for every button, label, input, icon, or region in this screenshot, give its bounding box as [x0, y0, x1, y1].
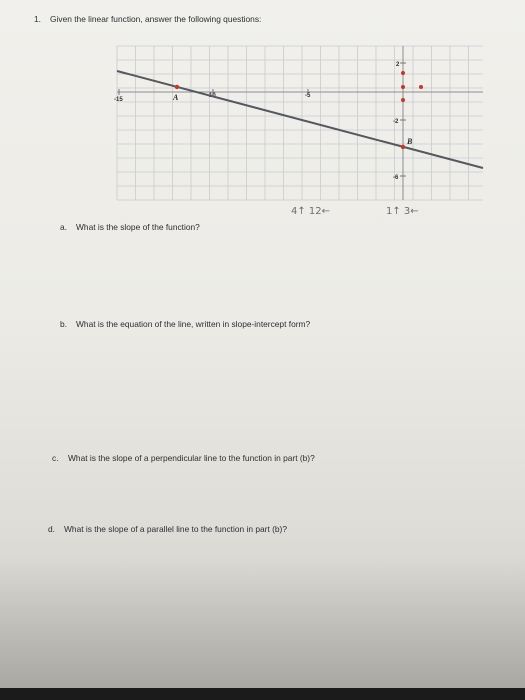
part-text: What is the slope of a parallel line to the function in part (b)?: [64, 524, 287, 534]
part-label: a.: [60, 222, 67, 232]
part-label: b.: [60, 319, 67, 329]
part-label: d.: [48, 524, 55, 534]
question-number: 1.: [34, 14, 41, 24]
coordinate-graph: [0, 0, 525, 230]
handwritten-note: 4↑ 12←: [291, 206, 331, 217]
part-b: [60, 319, 310, 329]
part-d: [48, 524, 287, 534]
y-tick-label: -6: [393, 175, 399, 181]
graph-grid: [117, 46, 483, 200]
photo-edge: [0, 688, 525, 700]
part-text: What is the slope of the function?: [76, 222, 200, 232]
part-label: c.: [52, 453, 59, 463]
plotted-dot: [401, 85, 405, 89]
photo-shadow: [0, 560, 525, 700]
x-tick-label: -5: [305, 93, 311, 99]
function-line: [117, 71, 483, 168]
plotted-dot: [419, 85, 423, 89]
handwritten-note: 1↑ 3←: [386, 206, 419, 217]
plotted-dot: [401, 71, 405, 75]
y-tick-label: 2: [396, 62, 400, 68]
part-text: What is the slope of a perpendicular line to the function in part (b)?: [68, 453, 315, 463]
part-text: What is the equation of the line, written in slope-intercept form?: [76, 319, 311, 329]
part-a: [60, 222, 200, 232]
point-label-a: A: [173, 93, 179, 102]
part-c: [52, 453, 315, 463]
point-a: [175, 85, 179, 89]
plotted-dot: [401, 98, 405, 102]
x-tick-label: -15: [114, 97, 123, 103]
question-text: Given the linear function, answer the following questions:: [50, 14, 262, 24]
point-label-b: B: [407, 137, 413, 146]
y-tick-label: -2: [393, 119, 399, 125]
point-b: [401, 145, 405, 149]
